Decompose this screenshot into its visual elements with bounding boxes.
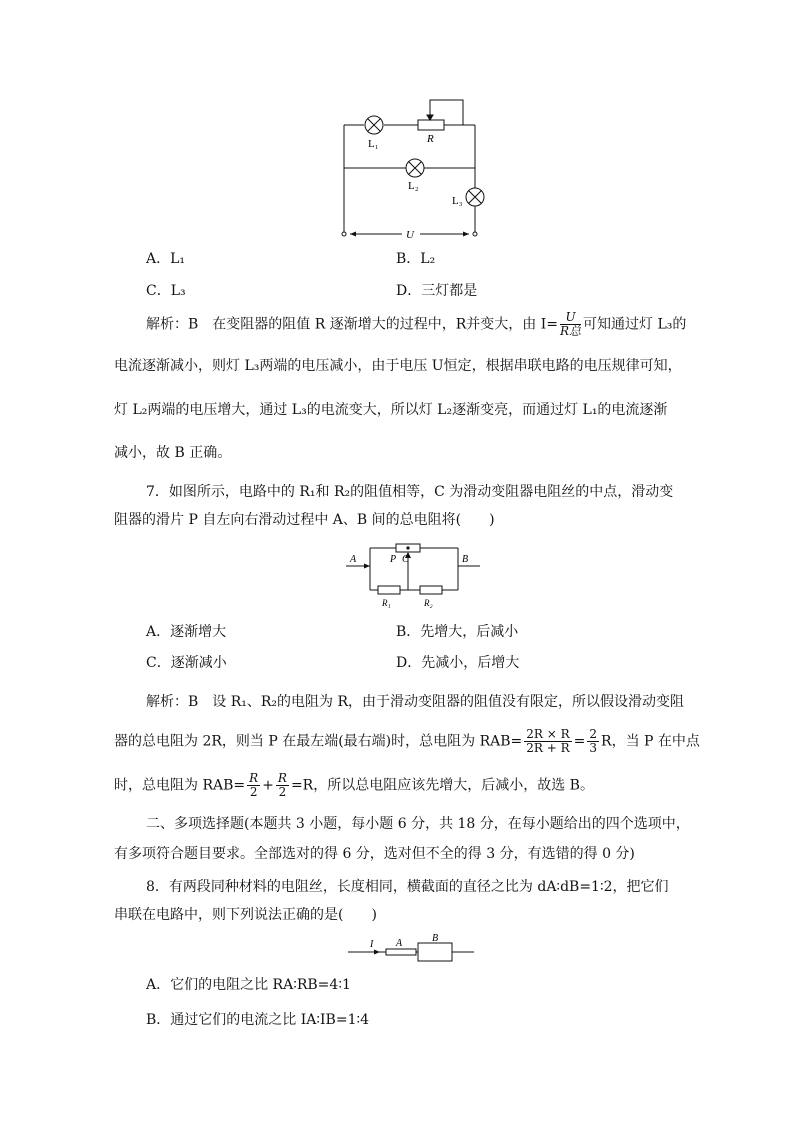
denominator: R总	[559, 324, 582, 338]
label-a: A	[396, 938, 403, 949]
section-2-line-2: 有多项符合题目要求。全部选对的得 6 分，选对但不全的得 3 分，有选错的得 0 分)	[114, 846, 635, 862]
label-a: A	[350, 554, 357, 565]
q6-option-b: B．L₂	[396, 251, 436, 267]
q6-explanation-line-2: 电流逐渐减小，则灯 L₃两端的电压减小，由于电压 U恒定，根据串联电路的电压规律可知，	[114, 358, 682, 374]
label-r1: R₁	[382, 598, 391, 608]
q6-option-c: C．L₃	[146, 283, 186, 299]
denominator: 2	[278, 785, 287, 799]
label-p: P	[390, 554, 397, 565]
denominator: 2	[249, 785, 258, 799]
label-l1: L₁	[368, 138, 379, 150]
numerator: 2R × R	[526, 727, 570, 741]
label-b: B	[462, 554, 469, 565]
q7-explanation-line-2	[114, 728, 700, 755]
q8-option-a: A．它们的电阻之比 RA∶RB=4∶1	[146, 977, 351, 993]
q7-option-c: C．逐渐减小	[146, 655, 227, 671]
q7-stem-line-2: 阻器的滑片 P 自左向右滑动过程中 A、B 间的总电阻将( )	[114, 512, 495, 528]
q7-option-b: B．先增大，后减小	[396, 624, 519, 640]
fraction	[587, 728, 599, 755]
q6-exp-text: 解析：B 在变阻器的阻值 R 逐渐增大的过程中，R并变大，由 I=	[146, 316, 558, 333]
denominator: 3	[589, 741, 598, 755]
label-r2: R₂	[424, 598, 433, 608]
label-l2: L₂	[408, 180, 419, 192]
wire-figure-3	[346, 932, 478, 968]
q8-option-b: B．通过它们的电流之比 IA∶IB=1∶4	[146, 1012, 370, 1028]
q6-explanation-line-1	[146, 311, 686, 338]
denominator: 2R + R	[526, 741, 570, 755]
label-i: I	[370, 939, 374, 950]
q6-explanation-line-3: 灯 L₂两端的电压增大，通过 L₃的电流变大，所以灯 L₂逐渐变亮，而通过灯 L₁的电流逐渐	[114, 402, 668, 418]
q7-option-d: D．先减小，后增大	[396, 655, 520, 671]
label-l3: L₃	[452, 195, 463, 207]
numerator: 2	[589, 727, 598, 741]
fraction	[524, 728, 571, 755]
fraction	[247, 772, 260, 799]
q8-stem-line-2: 串联在电路中，则下列说法正确的是( )	[114, 907, 377, 923]
q7-explanation-line-3	[114, 772, 594, 799]
plus: +	[262, 777, 274, 794]
circuit-figure-1	[330, 92, 490, 242]
fraction	[560, 311, 581, 338]
fraction	[276, 772, 289, 799]
q6-explanation-line-4: 减小，故 B 正确。	[114, 445, 232, 461]
numerator: U	[560, 311, 581, 325]
equals: =	[573, 733, 586, 750]
q7-exp-text: 器的总电阻为 2R，则当 P 在最左端(最右端)时，总电阻为 RAB=	[114, 733, 523, 750]
section-2-line-1: 二、多项选择题(本题共 3 小题，每小题 6 分，共 18 分，在每小题给出的四个选项中，	[146, 816, 690, 832]
q6-exp-text-2: 可知通过灯 L₃的	[583, 316, 687, 333]
label-u: U	[406, 229, 414, 241]
numerator: R	[277, 771, 287, 785]
q7-option-a: A．逐渐增大	[146, 624, 227, 640]
q7-stem-line-1: 7．如图所示，电路中的 R₁和 R₂的阻值相等，C 为滑动变阻器电阻丝的中点，滑动变	[146, 484, 674, 500]
q7-exp-text: 时，总电阻为 RAB=	[114, 777, 246, 794]
label-c: C	[402, 554, 409, 565]
q7-explanation-line-1: 解析：B 设 R₁、R₂的电阻为 R，由于滑动变阻器的阻值没有限定，所以假设滑动变阻	[146, 694, 685, 710]
label-r: R	[427, 133, 434, 145]
label-b: B	[432, 933, 439, 944]
q6-option-a: A．L₁	[146, 251, 186, 267]
q7-exp-text-2: =R，所以总电阻应该先增大，后减小，故选 B。	[290, 777, 594, 794]
q8-stem-line-1: 8．有两段同种材料的电阻丝，长度相同，横截面的直径之比为 dA∶dB=1∶2，把它们	[146, 879, 669, 895]
q6-option-d: D．三灯都是	[396, 283, 478, 299]
q7-exp-text-2: R，当 P 在中点	[601, 733, 700, 750]
numerator: R	[249, 771, 259, 785]
circuit-figure-2	[342, 538, 484, 614]
